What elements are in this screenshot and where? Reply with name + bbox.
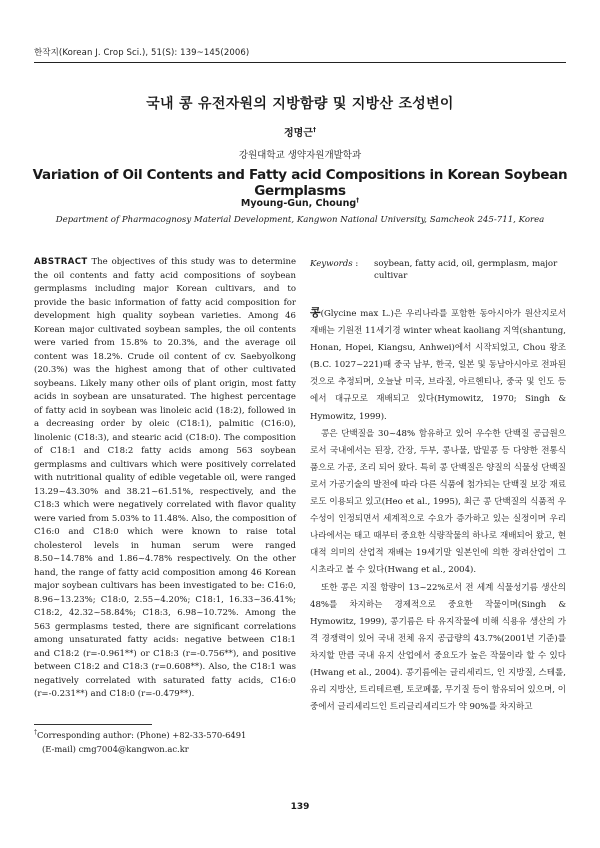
body-text <box>310 304 566 716</box>
journal-header: 한작지(Korean J. Crop Sci.), 51(S): 139~145(2006) <box>34 48 250 58</box>
footnote <box>34 728 296 756</box>
footnote-phone: Corresponding author: (Phone) +82-33-570-6491 <box>37 730 247 740</box>
footnote-rule <box>34 724 152 725</box>
header-rule <box>34 62 566 63</box>
author-korean <box>0 124 600 139</box>
author-korean-name: 정명근 <box>284 128 313 139</box>
body-paragraph-3: 또한 콩은 지질 함량이 13~22%로서 전 세계 식물성기름 생산의 48%를 차지하는 경제적으로 중요한 작물이며(Singh & Hymowitz, 1999), 콩기름은 타 유지작물에 비해 식용유 생산의 가격 경쟁력이 있어 국내 전체 유지 공급량의 43.7%(2001년 기준)를 차지할 만큼 국내 유지 산업에서 중요도가 높은 작물이라 할 수 있다(Hwang et al., 2004). 콩기름에는 글리세리드, 인 지방질, 스테롤, 유리 지방산, 트리테르펜, 토코페롤, 무기질 등이 함유되어 있으며, 이 중에서 글리세리드인 트리글리세리드가 약 90%를 차지하고 <box>310 582 566 713</box>
body-paragraph-1 <box>310 304 566 426</box>
abstract-label: ABSTRACT <box>34 257 88 267</box>
abstract <box>34 256 296 702</box>
corresponding-mark: † <box>356 196 360 204</box>
affiliation-korean: 강원대학교 생약자원개발학과 <box>238 150 362 161</box>
keywords-label: Keywords <box>310 259 353 269</box>
body-paragraph-2: 콩은 단백질을 30~48% 함유하고 있어 우수한 단백질 공급원으로서 국내에서는 된장, 간장, 두부, 콩나물, 밥밑콩 등 다양한 전통식품으로 가공, 조리 되어 왔다. 특히 콩 단백질은 양질의 식물성 단백질로서 가공기술의 발전에 따라 다른 식품에 첨가되는 단백질 보강 재료로도 이용되고 있고(Heo et al., 1995), 최근 콩 단백질의 식품적 우수성이 인정되면서 세계적으로 수요가 증가하고 있는 실정이며 우리나라에서는 태고 때부터 중요한 식량작물의 하나로 재배되어 왔고, 현대적 의미의 산업적 재배는 19세기말 일본인에 의한 장려산업이 그 시초라고 볼 수 있다(Hwang et al., 2004). <box>310 428 566 576</box>
author-english <box>0 198 600 209</box>
affiliation-english: Department of Pharmacognosy Material Development, Kangwon National University, Samcheok 245-711, Korea <box>55 215 545 225</box>
author-english-name: Myoung-Gun, Choung <box>240 198 357 209</box>
page-number: 139 <box>290 802 310 812</box>
keywords-text: soybean, fatty acid, oil, germplasm, major cultivar <box>374 259 558 281</box>
lead-word: 콩 <box>310 306 321 319</box>
body-paragraph-1-text: (Glycine max L.)은 우리나라를 포함한 동아시아가 원산지로서 재배는 기원전 11세기경 winter wheat kaoliang 지역(shantung, Honan, Hopei, Kiangsu, Anhwei)에서 시작되었고, Chou 왕조(B.C. 1027~221)때 중국 남부, 한국, 일본 및 동남아시아로 전파된 것으로 추정되며, 오늘날 미국, 브라질, 아르헨티나, 중국 및 인도 등에서 대규모로 재배되고 있다(Hymowitz, 1970; Singh & Hymowitz, 1999). <box>310 309 566 422</box>
footnote-email: (E-mail) cmg7004@kangwon.ac.kr <box>42 744 189 754</box>
abstract-text: The objectives of this study was to determine the oil contents and fatty acid compositions of soybean germplasms including major Korean cultivars, and to provide the basic information of fatty acid composition for development high quality soybean varieties. Among 46 Korean major cultivated soybean samples, the oil contents were varied from 15.8% to 20.3%, and the average oil content was 18.2%. Crude oil content of cv. Saebyolkong (20.3%) was the highest among that of other cultivated soybeans. Likely many other oils of plant origin, most fatty acids in soybean are unsaturated. The highest percentage of fatty acid in soybean was linoleic acid (18:2), followed in a decreasing order by oleic (C18:1), palmitic (C16:0), linolenic (C18:3), and stearic acid (C18:0). The composition of C18:1 and C18:2 fatty acids among 563 soybean germplasms and cultivars which were positively correlated with nutritional quality of edible vegetable oil, were ranged 13.29~43.30% and 38.21~61.51%, respectively, and the C18:3 which were negatively correlated with flavor quality were varied from 5.03% to 11.48%. Also, the composition of C16:0 and C18:0 which were known to raise total cholesterol levels in human serum were ranged 8.50~14.78% and 1.86~4.78% respectively. On the other hand, the range of fatty acid composition among 46 Korean major soybean cultivars has been investigated to be: C16:0, 8.96~13.23%; C18:0, 2.55~4.20%; C18:1, 16.33~36.41%; C18:2, 42.32~58.84%; C18:3, 6.98~10.72%. Among the 563 germplasms tested, there are significant correlations among unsaturated fatty acids: negative between C18:1 and C18:2 (r=-0.961**) or C18:3 (r=-0.756**), and positive between C18:2 and C18:3 (r=0.608**). Also, the C18:1 was negatively correlated with saturated fatty acids, C16:0 (r=-0.231**) and C18:0 (r=-0.479**). <box>34 257 297 699</box>
title-english: Variation of Oil Contents and Fatty acid Compositions in Korean Soybean Germplasms <box>32 167 568 199</box>
footnote-mark: † <box>34 729 37 737</box>
corresponding-mark: † <box>312 126 316 134</box>
keywords <box>310 258 566 282</box>
title-korean: 국내 콩 유전자원의 지방함량 및 지방산 조성변이 <box>146 96 454 112</box>
keywords-separator: : <box>355 259 359 269</box>
